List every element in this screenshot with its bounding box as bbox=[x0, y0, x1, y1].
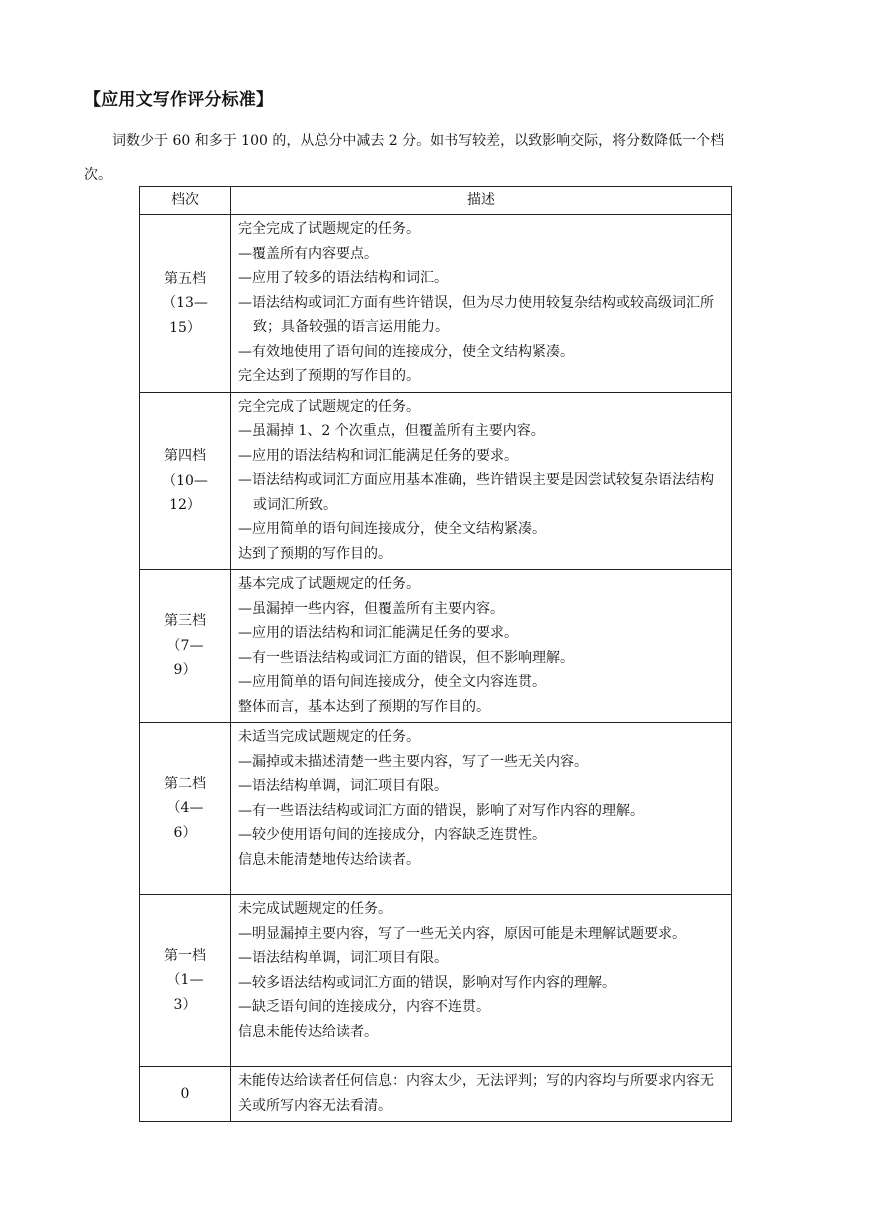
description-line: —有效地使用了语句间的连接成分，使全文结构紧凑。 bbox=[238, 343, 574, 360]
level-name: 第一档 bbox=[164, 947, 206, 964]
description-line: —较多语法结构或词汇方面的错误，影响对写作内容的理解。 bbox=[238, 974, 616, 991]
description-line: —虽漏掉一些内容，但覆盖所有主要内容。 bbox=[238, 600, 504, 617]
level-name: 第三档 bbox=[164, 613, 206, 630]
description-line: 信息未能传达给读者。 bbox=[238, 1023, 378, 1040]
description-line: 未能传达给读者任何信息：内容太少，无法评判；写的内容均与所要求内容无关或所写内容无法看清。 bbox=[238, 1073, 714, 1114]
description-line: 整体而言，基本达到了预期的写作目的。 bbox=[238, 698, 490, 715]
level-cell bbox=[140, 392, 231, 570]
level-cell bbox=[140, 570, 231, 723]
description-line: —有一些语法结构或词汇方面的错误，但不影响理解。 bbox=[238, 649, 574, 666]
level-range: （13—15） bbox=[162, 295, 208, 336]
level-name: 第五档 bbox=[164, 270, 206, 287]
description-line: 未完成试题规定的任务。 bbox=[238, 901, 392, 917]
table-row-level-5 bbox=[140, 215, 732, 393]
description-line: —语法结构单调，词汇项目有限。 bbox=[238, 950, 448, 966]
description-line: 基本完成了试题规定的任务。 bbox=[238, 576, 420, 592]
description-line: 信息未能清楚地传达给读者。 bbox=[238, 851, 420, 868]
description-line: —应用简单的语句间连接成分，使全文结构紧凑。 bbox=[238, 521, 546, 537]
level-range: （7—9） bbox=[166, 637, 204, 679]
description-cell bbox=[231, 392, 732, 570]
page-title: 【应用文写作评分标准】 bbox=[84, 90, 274, 110]
level-name: 第二档 bbox=[164, 775, 206, 792]
description-cell bbox=[231, 570, 732, 723]
level-cell bbox=[140, 895, 231, 1067]
description-line: —较少使用语句间的连接成分，内容缺乏连贯性。 bbox=[238, 827, 546, 843]
description-cell bbox=[231, 723, 732, 895]
intro-paragraph: 词数少于 60 和多于 100 的，从总分中减去 2 分。如书写较差，以致影响交际，将分数降低一个档次。 bbox=[84, 133, 725, 183]
description-line: —虽漏掉 1、2 个次重点，但覆盖所有主要内容。 bbox=[238, 423, 545, 439]
description-line: —应用的语法结构和词汇能满足任务的要求。 bbox=[238, 625, 518, 641]
table-row-level-1 bbox=[140, 895, 732, 1067]
description-cell bbox=[231, 895, 732, 1067]
description-line: —语法结构或词汇方面应用基本准确，些许错误主要是因尝试较复杂语法结构或词汇所致。 bbox=[238, 472, 714, 513]
description-line: 完全完成了试题规定的任务。 bbox=[238, 221, 420, 237]
description-line: —漏掉或未描述清楚一些主要内容，写了一些无关内容。 bbox=[238, 753, 588, 770]
description-line: —语法结构单调，词汇项目有限。 bbox=[238, 778, 448, 794]
header-level: 档次 bbox=[140, 187, 231, 215]
level-name: 0 bbox=[180, 1085, 190, 1102]
description-line: —明显漏掉主要内容，写了一些无关内容，原因可能是未理解试题要求。 bbox=[238, 925, 686, 942]
description-line: —语法结构或词汇方面有些许错误，但为尽力使用较复杂结构或较高级词汇所致；具备较强的语言运用能力。 bbox=[238, 294, 714, 335]
level-cell bbox=[140, 723, 231, 895]
scoring-rubric-table bbox=[139, 186, 732, 1122]
level-range: （1—3） bbox=[166, 972, 204, 1013]
table-row-level-2 bbox=[140, 723, 732, 895]
description-line: —覆盖所有内容要点。 bbox=[238, 245, 378, 262]
description-cell bbox=[231, 215, 732, 393]
description-cell bbox=[231, 1067, 732, 1122]
description-line: —应用简单的语句间连接成分，使全文内容连贯。 bbox=[238, 674, 546, 690]
table-row-level-3 bbox=[140, 570, 732, 723]
table-header-row bbox=[140, 187, 732, 215]
description-line: 未适当完成试题规定的任务。 bbox=[238, 729, 420, 745]
description-line: 达到了预期的写作目的。 bbox=[238, 545, 392, 562]
description-line: —有一些语法结构或词汇方面的错误，影响了对写作内容的理解。 bbox=[238, 802, 644, 819]
description-line: 完全达到了预期的写作目的。 bbox=[238, 368, 420, 384]
level-range: （4—6） bbox=[166, 800, 204, 841]
level-cell bbox=[140, 1067, 231, 1122]
description-line: —缺乏语句间的连接成分，内容不连贯。 bbox=[238, 999, 490, 1015]
table-row-level-4 bbox=[140, 392, 732, 570]
table-row-level-0 bbox=[140, 1067, 732, 1122]
level-range: （10—12） bbox=[162, 472, 208, 513]
header-description: 描述 bbox=[231, 187, 732, 215]
description-line: —应用了较多的语法结构和词汇。 bbox=[238, 270, 448, 286]
description-line: —应用的语法结构和词汇能满足任务的要求。 bbox=[238, 447, 518, 464]
level-cell bbox=[140, 215, 231, 393]
level-name: 第四档 bbox=[164, 448, 206, 464]
description-line: 完全完成了试题规定的任务。 bbox=[238, 398, 420, 415]
